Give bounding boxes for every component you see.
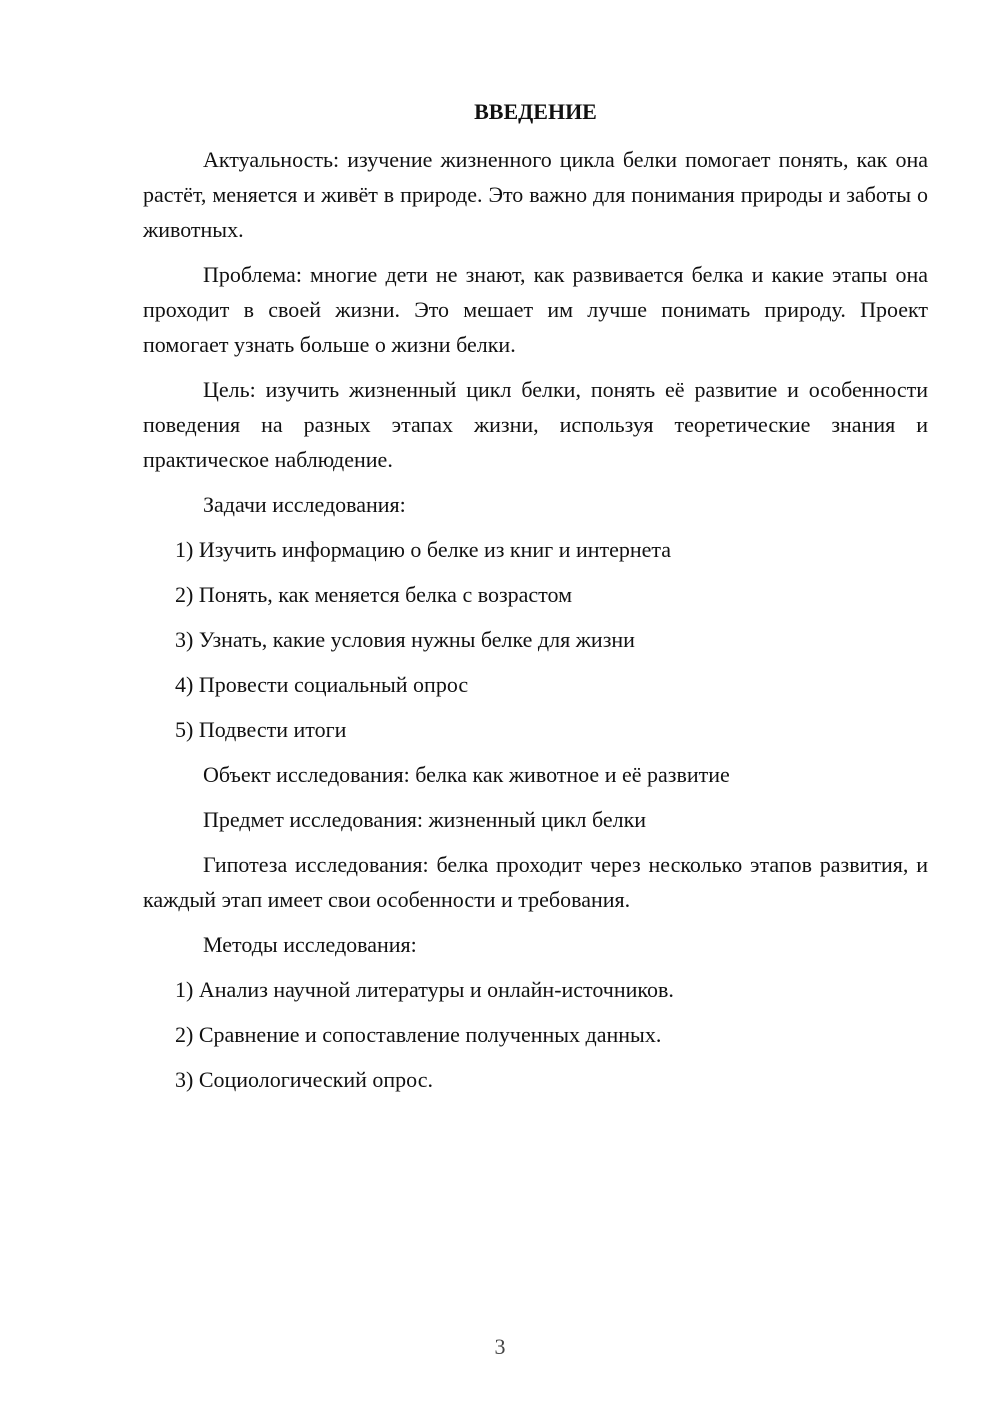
task-item: 4) Провести социальный опрос <box>175 672 469 697</box>
hypothesis-paragraph: Гипотеза исследования: белка проходит через несколько этапов развития, и каждый этап имеет свои особенности и требования. <box>143 852 928 912</box>
goal-paragraph: Цель: изучить жизненный цикл белки, понять её развитие и особенности поведения на разных этапах жизни, используя теоретические знания и практическое наблюдение. <box>143 377 928 472</box>
task-item: 2) Понять, как меняется белка с возрастом <box>175 582 572 607</box>
relevance-paragraph: Актуальность: изучение жизненного цикла белки помогает понять, как она растёт, меняется и живёт в природе. Это важно для понимания природы и заботы о животных. <box>143 147 928 242</box>
methods-heading: Методы исследования: <box>203 932 417 957</box>
method-item: 3) Социологический опрос. <box>175 1067 433 1092</box>
page-title: ВВЕДЕНИЕ <box>474 99 597 124</box>
subject-line: Предмет исследования: жизненный цикл белки <box>203 807 647 832</box>
task-item: 3) Узнать, какие условия нужны белке для жизни <box>175 627 635 652</box>
task-item: 1) Изучить информацию о белке из книг и интернета <box>175 537 672 562</box>
method-item: 1) Анализ научной литературы и онлайн-источников. <box>175 977 674 1002</box>
page-number: 3 <box>494 1334 506 1359</box>
problem-paragraph: Проблема: многие дети не знают, как развивается белка и какие этапы она проходит в своей жизни. Это мешает им лучше понимать природу. Проект помогает узнать больше о жизни белки. <box>143 262 928 357</box>
tasks-heading: Задачи исследования: <box>203 492 406 517</box>
document-body <box>143 142 928 1107</box>
object-line: Объект исследования: белка как животное и её развитие <box>203 762 730 787</box>
task-item: 5) Подвести итоги <box>175 717 347 742</box>
method-item: 2) Сравнение и сопоставление полученных данных. <box>175 1022 662 1047</box>
